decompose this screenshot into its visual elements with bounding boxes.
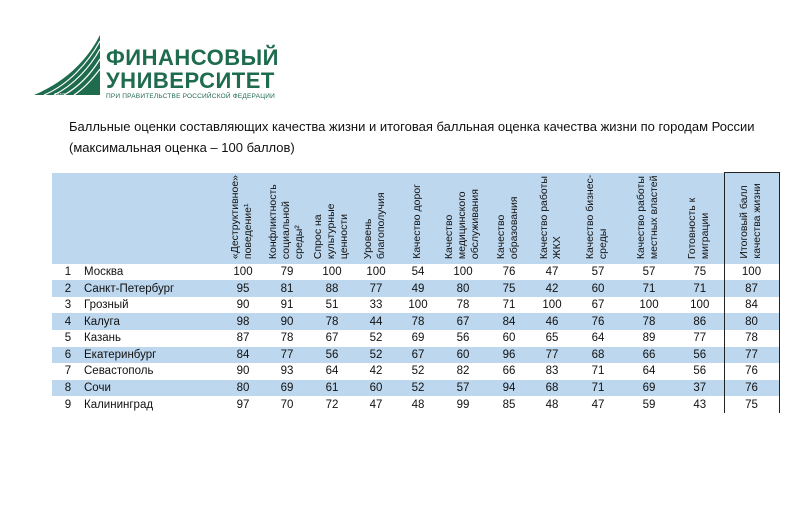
score-cell: 100	[408, 299, 428, 312]
column-header	[398, 173, 438, 264]
score-cell: 66	[502, 365, 516, 378]
score-cell: 67	[325, 332, 339, 345]
column-header-label: Качество медицинского обслуживания	[442, 188, 481, 259]
score-cell: 97	[236, 398, 250, 411]
column-header	[264, 173, 310, 264]
score-cell: 77	[354, 280, 398, 297]
score-cell: 90	[264, 313, 310, 330]
score-cell: 47	[591, 398, 605, 411]
score-cell: 47	[369, 398, 383, 411]
score-cell: 56	[676, 347, 724, 364]
score-cell: 61	[310, 380, 354, 397]
score-cell: 57	[438, 380, 488, 397]
score-cell: 83	[545, 365, 559, 378]
score-cell: 100	[366, 265, 386, 278]
city-cell: Екатеринбург	[84, 347, 222, 364]
document-title: Балльные оценки составляющих качества жизни и итоговая балльная оценка качества жизни по городам России (максимальная оценка – 100 баллов)	[69, 119, 755, 155]
logo-subtitle: ПРИ ПРАВИТЕЛЬСТВЕ РОССИЙСКОЙ ФЕДЕРАЦИИ	[106, 93, 275, 100]
score-cell: 52	[369, 332, 383, 345]
table-row	[52, 363, 779, 380]
score-cell: 51	[325, 299, 339, 312]
score-cell: 99	[456, 398, 470, 411]
score-cell: 52	[398, 380, 438, 397]
city-cell: Калининград	[84, 398, 154, 411]
score-cell: 100	[453, 265, 473, 278]
city-ratings-table	[52, 172, 780, 413]
column-header	[438, 173, 488, 264]
score-cell: 67	[591, 299, 605, 312]
score-cell: 71	[591, 365, 605, 378]
score-cell: 76	[502, 265, 516, 278]
final-score-cell: 78	[724, 330, 779, 347]
table-row	[52, 330, 779, 347]
final-score-cell: 84	[724, 297, 779, 314]
column-header-label: Качество образования	[495, 196, 520, 259]
score-cell: 43	[693, 398, 707, 411]
score-cell: 85	[502, 398, 516, 411]
rank-cell: 9	[64, 398, 72, 411]
score-cell: 86	[676, 313, 724, 330]
score-cell: 90	[236, 365, 250, 378]
score-cell: 82	[456, 365, 470, 378]
score-cell: 52	[354, 347, 398, 364]
score-cell: 89	[642, 332, 656, 345]
score-cell: 42	[369, 365, 383, 378]
score-cell: 60	[574, 280, 622, 297]
final-score-cell: 76	[724, 363, 779, 380]
city-cell: Москва	[84, 265, 124, 278]
university-logo	[30, 25, 279, 105]
rank-cell: 1	[64, 265, 72, 278]
score-cell: 78	[398, 313, 438, 330]
score-cell: 52	[411, 365, 425, 378]
score-cell: 71	[502, 299, 516, 312]
score-cell: 90	[236, 299, 250, 312]
score-cell: 69	[622, 380, 676, 397]
score-cell: 95	[222, 280, 264, 297]
score-cell: 76	[574, 313, 622, 330]
table-row	[52, 347, 779, 364]
score-cell: 67	[438, 313, 488, 330]
rank-cell: 5	[64, 332, 72, 345]
score-cell: 56	[310, 347, 354, 364]
header-city	[84, 173, 222, 264]
city-cell: Грозный	[84, 299, 129, 312]
score-cell: 78	[622, 313, 676, 330]
column-header	[530, 173, 574, 264]
score-cell: 66	[622, 347, 676, 364]
score-cell: 96	[488, 347, 530, 364]
final-score-cell: 77	[724, 347, 779, 364]
rank-cell: 4	[52, 313, 84, 330]
score-cell: 33	[369, 299, 383, 312]
logo-title-line2: УНИВЕРСИТЕТ	[106, 68, 275, 93]
column-header-label: Готовность к миграции	[685, 197, 711, 259]
rank-cell: 7	[64, 365, 72, 378]
score-cell: 57	[591, 265, 605, 278]
table-body	[52, 264, 779, 413]
column-header-label: Уровень благополучия	[362, 191, 387, 259]
score-cell: 93	[280, 365, 294, 378]
column-header	[354, 173, 398, 264]
score-cell: 71	[574, 380, 622, 397]
rank-cell: 2	[52, 280, 84, 297]
score-cell: 79	[280, 265, 294, 278]
score-cell: 46	[530, 313, 574, 330]
score-cell: 72	[325, 398, 339, 411]
score-cell: 57	[642, 265, 656, 278]
score-cell: 64	[325, 365, 339, 378]
rank-cell: 3	[64, 299, 72, 312]
score-cell: 100	[322, 265, 342, 278]
column-header	[310, 173, 354, 264]
table-row	[52, 297, 779, 314]
table-header-row	[52, 173, 779, 264]
column-header	[676, 173, 724, 264]
column-header-label: Итоговый балл качества жизни	[737, 183, 763, 259]
score-cell: 59	[642, 398, 656, 411]
table-row	[52, 380, 779, 397]
final-score-cell: 100	[724, 264, 779, 281]
final-score-cell: 76	[724, 380, 779, 397]
score-cell: 84	[488, 313, 530, 330]
column-header-label: Конфликтность социальной среды²	[266, 183, 305, 259]
score-cell: 84	[222, 347, 264, 364]
score-cell: 98	[222, 313, 264, 330]
column-header	[488, 173, 530, 264]
score-cell: 60	[438, 347, 488, 364]
final-score-cell: 87	[724, 280, 779, 297]
score-cell: 60	[354, 380, 398, 397]
score-cell: 100	[542, 299, 562, 312]
city-cell: Севастополь	[84, 365, 154, 378]
score-cell: 71	[676, 280, 724, 297]
column-header-label: «Деструктивное» поведение¹	[229, 174, 254, 259]
column-header	[622, 173, 676, 264]
score-cell: 48	[545, 398, 559, 411]
score-cell: 44	[354, 313, 398, 330]
score-cell: 37	[676, 380, 724, 397]
column-header-label: Качество работы местных властей	[635, 175, 660, 259]
score-cell: 71	[622, 280, 676, 297]
score-cell: 75	[693, 265, 707, 278]
table-row	[52, 396, 779, 413]
score-cell: 70	[280, 398, 294, 411]
score-cell: 78	[280, 332, 294, 345]
score-cell: 78	[456, 299, 470, 312]
score-cell: 78	[310, 313, 354, 330]
score-cell: 56	[456, 332, 470, 345]
score-cell: 87	[236, 332, 250, 345]
final-score-cell: 75	[724, 396, 779, 413]
column-header-label: Спрос на культурные ценности	[311, 203, 350, 259]
rank-cell: 6	[52, 347, 84, 364]
score-cell: 67	[398, 347, 438, 364]
score-cell: 77	[264, 347, 310, 364]
score-cell: 100	[690, 299, 710, 312]
table-row	[52, 280, 779, 297]
column-header-label: Качество дорог	[410, 183, 423, 259]
logo-emblem-icon	[30, 25, 106, 101]
score-cell: 54	[411, 265, 425, 278]
score-cell: 64	[642, 365, 656, 378]
score-cell: 77	[530, 347, 574, 364]
city-cell: Казань	[84, 332, 121, 345]
score-cell: 88	[310, 280, 354, 297]
score-cell: 42	[530, 280, 574, 297]
column-header	[222, 173, 264, 264]
city-cell: Сочи	[84, 380, 222, 397]
score-cell: 68	[530, 380, 574, 397]
logo-title-line1: ФИНАНСОВЫЙ	[106, 45, 279, 70]
column-header	[724, 173, 779, 264]
score-cell: 100	[233, 265, 253, 278]
score-cell: 81	[264, 280, 310, 297]
header-rank	[52, 173, 84, 264]
table-row	[52, 313, 779, 330]
logo-year: 1919	[54, 93, 66, 99]
score-cell: 60	[502, 332, 516, 345]
score-cell: 80	[438, 280, 488, 297]
score-cell: 69	[411, 332, 425, 345]
table-row	[52, 264, 779, 281]
score-cell: 75	[488, 280, 530, 297]
final-score-cell: 80	[724, 313, 779, 330]
score-cell: 100	[639, 299, 659, 312]
score-cell: 56	[693, 365, 707, 378]
city-cell: Санкт-Петербург	[84, 280, 222, 297]
score-cell: 68	[574, 347, 622, 364]
score-cell: 77	[693, 332, 707, 345]
rank-cell: 8	[52, 380, 84, 397]
score-cell: 49	[398, 280, 438, 297]
score-cell: 48	[411, 398, 425, 411]
score-cell: 65	[545, 332, 559, 345]
score-cell: 94	[488, 380, 530, 397]
score-cell: 91	[280, 299, 294, 312]
score-cell: 47	[545, 265, 559, 278]
score-cell: 69	[264, 380, 310, 397]
column-header-label: Качество работы ЖКХ	[538, 175, 563, 259]
score-cell: 64	[591, 332, 605, 345]
column-header-label: Качество бизнес-среды	[584, 174, 609, 259]
city-cell: Калуга	[84, 313, 222, 330]
score-cell: 80	[222, 380, 264, 397]
column-header	[574, 173, 622, 264]
